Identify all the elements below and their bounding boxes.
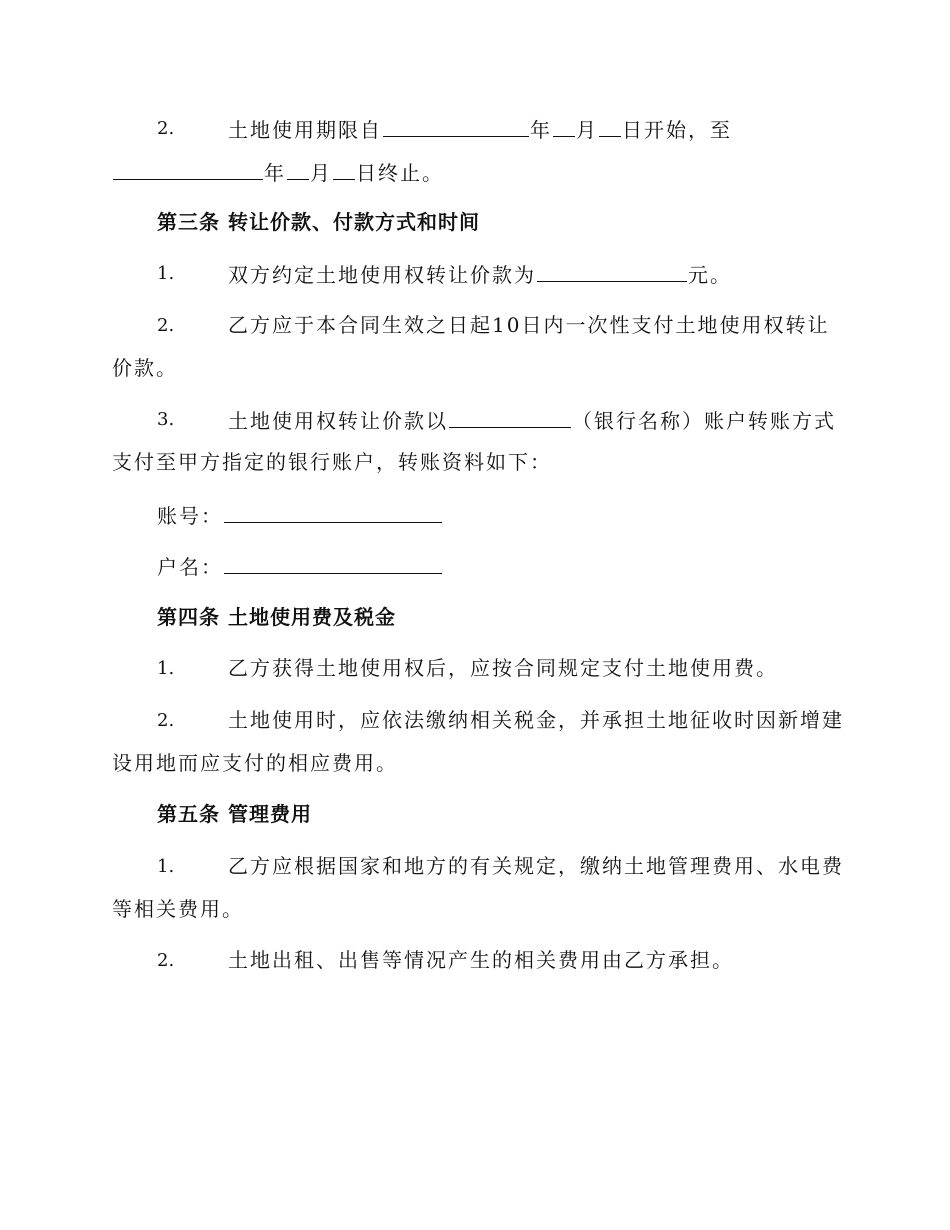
paragraph-text: （银行名称）账户转账方式 (572, 409, 836, 433)
account-field[interactable] (224, 502, 442, 523)
account-label: 账号： (157, 504, 223, 528)
item-number: 1. (157, 856, 175, 877)
paragraph-line: 支付至甲方指定的银行账户，转账资料如下： (112, 450, 552, 474)
fill-in-blank[interactable] (333, 159, 355, 180)
section-heading: 第三条 转让价款、付款方式和时间 (157, 210, 480, 234)
paragraph-text: 月 (576, 118, 598, 142)
item-number: 2. (157, 710, 175, 731)
paragraph-line (157, 553, 443, 579)
paragraph-text: 土地使用期限自 (228, 118, 382, 142)
paragraph-line (228, 407, 836, 433)
section-heading: 第四条 土地使用费及税金 (157, 605, 396, 629)
fill-in-blank[interactable] (287, 159, 309, 180)
paragraph-line (112, 159, 444, 185)
paragraph-line: 土地使用时，应依法缴纳相关税金，并承担土地征收时因新增建 (228, 708, 844, 732)
item-number: 3. (157, 409, 175, 430)
paragraph-text: 年 (264, 161, 286, 185)
item-number: 1. (157, 263, 175, 284)
item-number: 2. (157, 315, 175, 336)
paragraph-text: 元。 (688, 263, 732, 287)
paragraph-line: 乙方应根据国家和地方的有关规定，缴纳土地管理费用、水电费 (228, 854, 844, 878)
fill-in-blank[interactable] (383, 116, 529, 137)
paragraph-line: 价款。 (112, 356, 178, 380)
paragraph-text: 日开始，至 (622, 118, 732, 142)
holder-label: 户名： (157, 555, 223, 579)
paragraph-line: 等相关费用。 (112, 897, 244, 921)
fill-in-blank[interactable] (113, 159, 263, 180)
fill-in-blank[interactable] (537, 261, 687, 282)
fill-in-blank[interactable] (553, 116, 575, 137)
paragraph-text: 土地使用权转让价款以 (228, 409, 448, 433)
item-number: 2. (157, 950, 175, 971)
fill-in-blank[interactable] (599, 116, 621, 137)
paragraph-text: 月 (310, 161, 332, 185)
paragraph-line (157, 502, 443, 528)
paragraph-line: 土地出租、出售等情况产生的相关费用由乙方承担。 (228, 948, 734, 972)
paragraph-text: 年 (530, 118, 552, 142)
fill-in-blank[interactable] (449, 407, 571, 428)
paragraph-text: 日终止。 (356, 161, 444, 185)
section-heading: 第五条 管理费用 (157, 802, 312, 826)
paragraph-line (228, 261, 732, 287)
holder-field[interactable] (224, 553, 442, 574)
item-number: 2. (157, 118, 175, 139)
paragraph-line: 乙方获得土地使用权后，应按合同规定支付土地使用费。 (228, 656, 778, 680)
paragraph-line: 设用地而应支付的相应费用。 (112, 751, 398, 775)
paragraph-line: 乙方应于本合同生效之日起10日内一次性支付土地使用权转让 (228, 313, 830, 337)
paragraph-line (228, 116, 732, 142)
paragraph-text: 双方约定土地使用权转让价款为 (228, 263, 536, 287)
item-number: 1. (157, 658, 175, 679)
